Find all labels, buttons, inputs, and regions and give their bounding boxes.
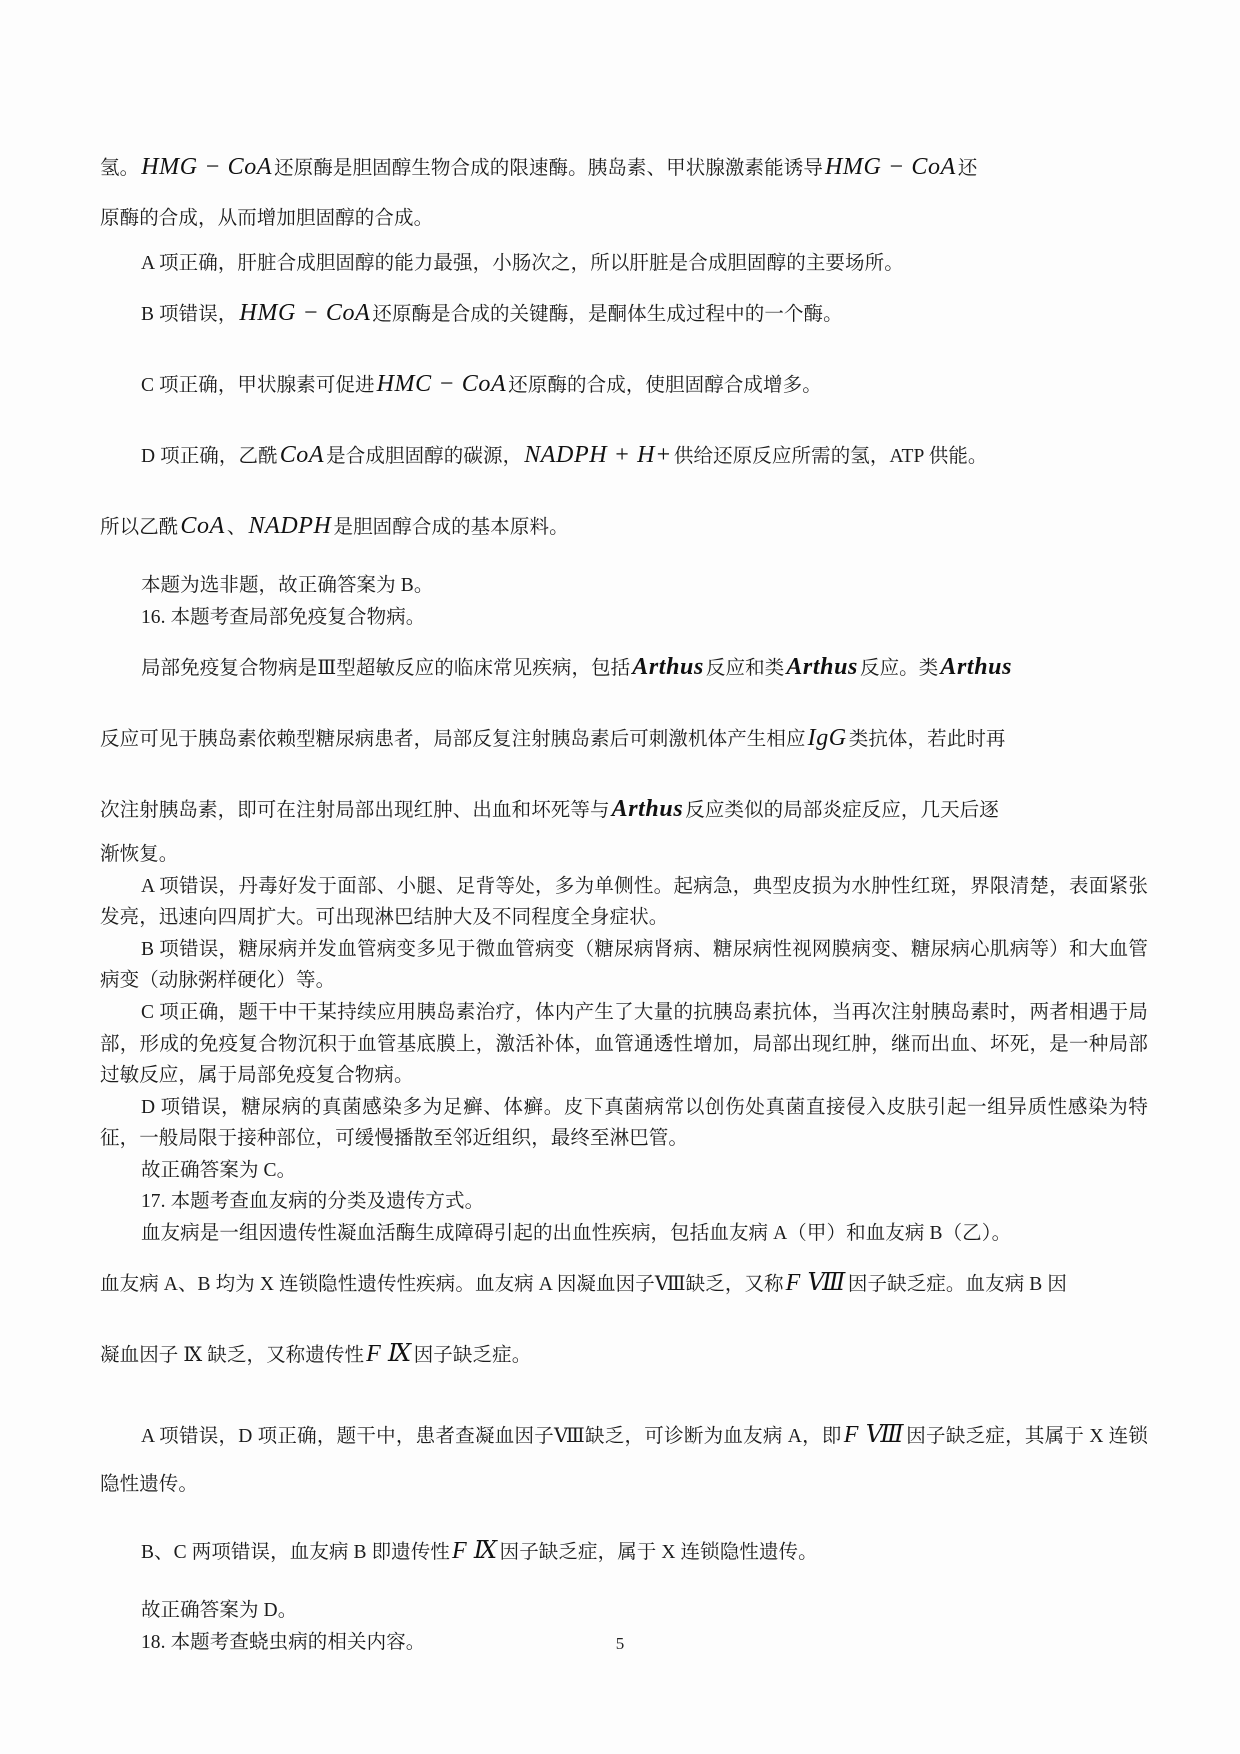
paragraph-q16-body-line3 — [100, 782, 1148, 837]
paragraph-q16-answer: 故正确答案为 C。 — [140, 1159, 297, 1181]
paragraph-q16-option-c: C 项正确，题干中干某持续应用胰岛素治疗，体内产生了大量的抗胰岛素抗体，当再次注射胰岛素时，两者相遇于局部，形成的免疫复合物沉积于血管基底膜上，激活补体，血管通透性增加，局部出现红肿，继而出血、坏死，是一种局部过敏反应，属于局部免疫复合物病。 — [100, 1001, 1148, 1087]
formula-arthus-4: Arthus — [611, 795, 684, 822]
paragraph-q16-option-d: D 项错误，糖尿病的真菌感染多为足癣、体癣。皮下真菌病常以创伤处真菌直接侵入皮肤引起一组异质性感染为特征，一般局限于接种部位，可缓慢播散至邻近组织，最终至淋巴管。 — [100, 1096, 1148, 1150]
heading-question-17: 17. 本题考查血友病的分类及遗传方式。 — [140, 1191, 485, 1213]
paragraph-q17-body-line2 — [100, 1256, 1148, 1311]
formula-option-b-hmg-coa: HMG − CoA — [239, 299, 371, 326]
text-q17-bc-post: 因子缺乏症，属于 X 连锁隐性遗传。 — [499, 1542, 818, 1563]
paragraph-q16-body-line2 — [100, 711, 1148, 766]
formula-hmg-coa-1: HMG − CoA — [141, 154, 273, 180]
text-q16-l3-post: 反应类似的局部炎症反应，几天后逐 — [685, 799, 999, 821]
text-option-c-pre: C 项正确，甲状腺素可促进 — [140, 374, 375, 396]
page-content — [100, 140, 1148, 1658]
text-q16-intro-mid2: 反应。类 — [859, 657, 939, 679]
text-q17-ad-post: 于 X 连锁隐性遗传。 — [100, 1425, 1149, 1496]
text-option-c-post: 还原酶的合成，使胆固醇合成增多。 — [508, 374, 822, 396]
formula-arthus-2: Arthus — [786, 653, 858, 680]
paragraph-q17-option-ad — [100, 1408, 1148, 1508]
text-q16-intro-mid1: 反应和类 — [705, 657, 785, 679]
text-q16-l3-pre: 次注射胰岛素，即可在注射局部出现红肿、出血和坏死等与 — [100, 799, 610, 821]
heading-question-16: 16. 本题考查局部免疫复合物病。 — [140, 606, 426, 628]
paragraph-q15-option-c — [100, 357, 1148, 412]
text-q17-bc-pre: B、C 两项错误，血友病 B 即遗传性 — [140, 1542, 450, 1563]
paragraph-q16-body-line4: 渐恢复。 — [100, 844, 179, 866]
paragraph-q15-answer: 本题为选非题，故正确答案为 B。 — [140, 575, 434, 597]
formula-option-c-hmc-coa: HMC − CoA — [376, 370, 507, 397]
paragraph-q15-option-b — [100, 286, 1148, 341]
paragraph-q15-summary — [100, 499, 1148, 554]
paragraph-q17-option-bc — [100, 1524, 1148, 1579]
formula-factor-8-a: F Ⅷ — [785, 1269, 846, 1296]
formula-igg: IgG — [807, 724, 847, 751]
paragraph-q17-answer: 故正确答案为 D。 — [140, 1600, 298, 1622]
paragraph-hmg-intro — [100, 140, 1148, 195]
formula-factor-9-b: F Ⅸ — [451, 1538, 498, 1564]
paragraph-q17-intro: 血友病是一组因遗传性凝血活酶生成障碍引起的出血性疾病，包括血友病 A（甲）和血友病 B（乙）。 — [140, 1223, 1012, 1245]
text-q17-ad-pre: A 项错误，D 项正确，题干中，患者查凝血因子Ⅷ缺乏，可诊断为血友病 A，即 — [140, 1425, 842, 1447]
text-summary-separator: 、 — [226, 517, 247, 539]
formula-arthus-1: Arthus — [632, 653, 704, 680]
text-q17-ad-mid: 因子缺乏症，其属 — [906, 1425, 1065, 1447]
paragraph-hmg-line2: 原酶的合成，从而增加胆固醇的合成。 — [100, 208, 434, 230]
text-option-d-post: 供给还原反应所需的氢，ATP 供能。 — [673, 445, 988, 467]
text-option-b-post: 还原酶是合成的关键酶，是酮体生成过程中的一个酶。 — [372, 303, 843, 325]
text-summary-pre: 所以乙酰 — [100, 517, 179, 539]
text-q16-l2-pre: 反应可见于胰岛素依赖型糖尿病患者，局部反复注射胰岛素后可刺激机体产生相应 — [100, 728, 806, 750]
paragraph-q16-intro — [100, 640, 1148, 695]
heading-question-18: 18. 本题考查蛲虫病的相关内容。 — [140, 1631, 426, 1653]
text-hydrogen-mid: 还原酶是胆固醇生物合成的限速酶。胰岛素、甲状腺激素能诱导 — [274, 158, 823, 179]
formula-option-d-nadph: NADPH + H+ — [524, 441, 672, 468]
formula-summary-coa: CoA — [180, 513, 225, 540]
paragraph-q15-option-a: A 项正确，肝脏合成胆固醇的能力最强，小肠次之，所以肝脏是合成胆固醇的主要场所。 — [140, 253, 904, 275]
formula-hmg-coa-2: HMG − CoA — [824, 154, 956, 180]
text-q16-intro-pre: 局部免疫复合物病是Ⅲ型超敏反应的临床常见疾病，包括 — [140, 657, 631, 679]
formula-option-d-coa: CoA — [279, 441, 325, 468]
paragraph-q16-option-a: A 项错误，丹毒好发于面部、小腿、足背等处，多为单侧性。起病急，典型皮损为水肿性红斑，界限清楚，表面紧张发亮，迅速向四周扩大。可出现淋巴结肿大及不同程度全身症状。 — [100, 875, 1148, 929]
text-option-b-pre: B 项错误， — [140, 303, 238, 325]
formula-factor-8-b: F Ⅷ — [843, 1421, 905, 1448]
text-hydrogen-tail: 还 — [957, 158, 978, 179]
text-summary-post: 是胆固醇合成的基本原料。 — [333, 517, 569, 539]
text-q17-l3-post: 因子缺乏症。 — [413, 1344, 532, 1366]
paragraph-q15-option-d — [100, 428, 1148, 483]
formula-factor-9-a: F Ⅸ — [366, 1340, 412, 1367]
text-q16-l2-post: 类抗体，若此时再 — [848, 728, 1006, 750]
page-number: 5 — [615, 1634, 625, 1653]
text-hydrogen-prefix: 氢。 — [100, 158, 140, 179]
paragraph-q16-option-b: B 项错误，糖尿病并发血管病变多见于微血管病变（糖尿病肾病、糖尿病性视网膜病变、糖尿病心肌病等）和大血管病变（动脉粥样硬化）等。 — [100, 938, 1148, 992]
text-q17-l2-post: 因子缺乏症。血友病 B 因 — [847, 1273, 1067, 1295]
text-q17-l2-pre: 血友病 A、B 均为 X 连锁隐性遗传性疾病。血友病 A 因凝血因子Ⅷ缺乏，又称 — [100, 1273, 784, 1295]
text-option-d-mid: 是合成胆固醇的碳源， — [326, 445, 523, 467]
paragraph-q17-body-line3 — [100, 1327, 1148, 1382]
text-q17-l3-pre: 凝血因子 Ⅸ 缺乏，又称遗传性 — [100, 1344, 365, 1366]
text-option-d-pre: D 项正确，乙酰 — [140, 445, 278, 467]
formula-summary-nadph: NADPH — [248, 513, 332, 540]
formula-arthus-3: Arthus — [940, 653, 1013, 680]
